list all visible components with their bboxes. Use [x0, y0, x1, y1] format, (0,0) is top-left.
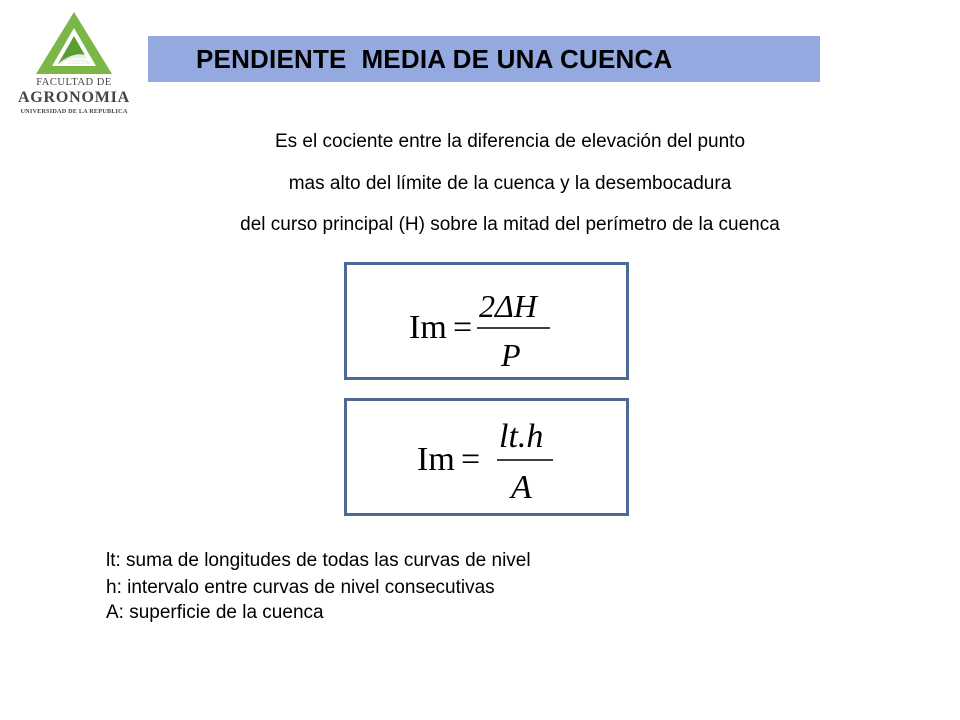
formula2-equals: =	[461, 441, 481, 478]
formula2-numerator: lt.h	[499, 418, 544, 455]
formula1-equals: =	[453, 309, 473, 346]
formula1-denominator: P	[501, 337, 521, 373]
logo-line-2: AGRONOMIA	[17, 88, 131, 106]
description-line-2: mas alto del límite de la cuenca y la desembocadura	[288, 173, 732, 194]
description-line-3: del curso principal (H) sobre la mitad del perímetro de la cuenca	[240, 214, 780, 235]
legend-lt: lt: suma de longitudes de todas las curvas de nivel	[106, 550, 531, 571]
description-line-1: Es el cociente entre la diferencia de elevación del punto	[274, 131, 746, 152]
slide-title: PENDIENTE MEDIA DE UNA CUENCA	[196, 44, 673, 74]
title-bar	[148, 36, 820, 82]
formula-box-1	[344, 262, 629, 380]
legend-h: h: intervalo entre curvas de nivel consecutivas	[106, 577, 495, 598]
formula2-denominator: A	[511, 469, 532, 506]
logo-line-1: FACULTAD DE	[36, 77, 112, 88]
formula-box-2	[344, 398, 629, 516]
agronomia-emblem-icon	[34, 10, 114, 76]
formula1-numerator: 2ΔH	[479, 288, 537, 324]
legend-a: A: superficie de la cuenca	[106, 602, 324, 623]
faculty-logo	[10, 10, 138, 132]
formula2-lhs: Im	[417, 441, 455, 478]
logo-line-3: UNIVERSIDAD DE LA REPUBLICA	[20, 107, 128, 115]
formula1-lhs: Im	[409, 309, 447, 346]
